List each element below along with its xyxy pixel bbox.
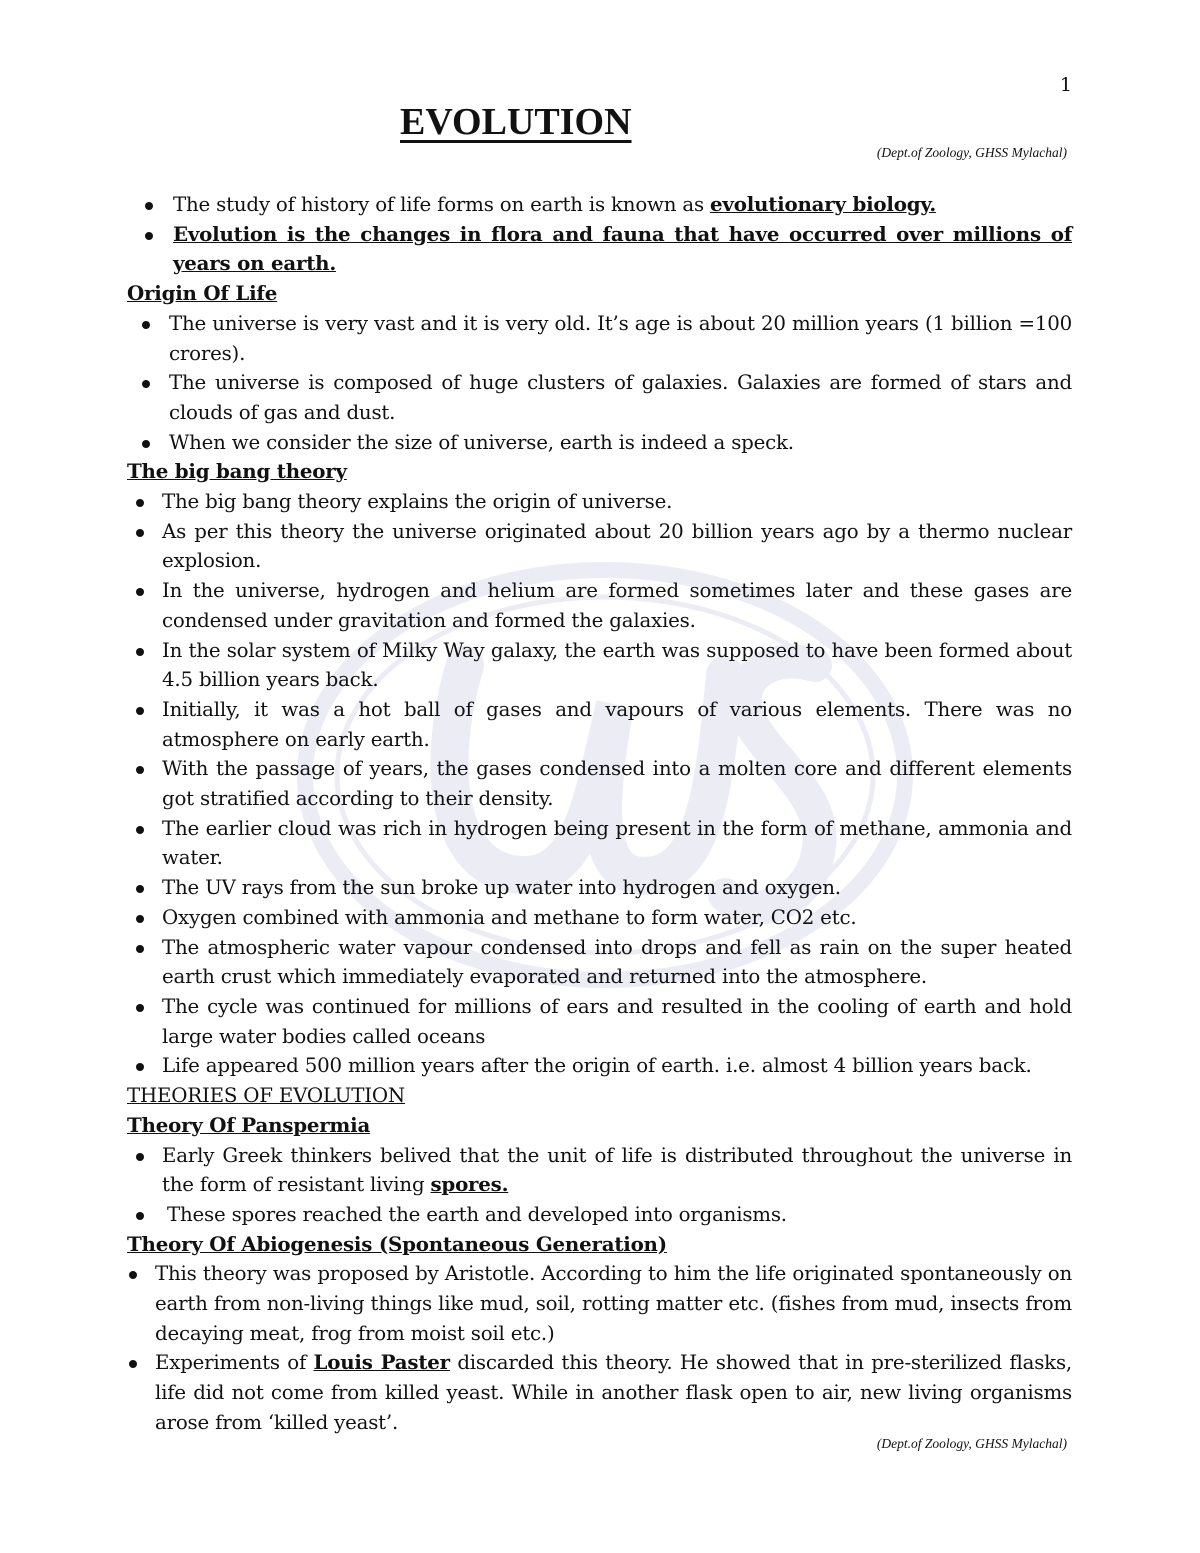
section-heading-abiogenesis: Theory Of Abiogenesis (Spontaneous Generation) bbox=[127, 1231, 667, 1256]
section-heading-big-bang: The big bang theory bbox=[127, 459, 347, 484]
list-item: Evolution is the changes in flora and fauna that have occurred over millions of years on earth. bbox=[127, 220, 1072, 279]
term-spores: spores. bbox=[430, 1172, 509, 1197]
origin-of-life-list bbox=[127, 309, 1072, 458]
list-item: The atmospheric water vapour condensed into drops and fell as rain on the super heated earth crust which immediately evaporated and returned into the atmosphere. bbox=[127, 933, 1072, 992]
list-item: The cycle was continued for millions of ears and resulted in the cooling of earth and hold large water bodies called oceans bbox=[127, 992, 1072, 1051]
section-heading-theories: THEORIES OF EVOLUTION bbox=[127, 1084, 405, 1108]
list-item bbox=[127, 190, 1072, 220]
intro-list bbox=[127, 190, 1072, 279]
section-heading-origin-of-life: Origin Of Life bbox=[127, 281, 278, 306]
panspermia-list bbox=[127, 1141, 1072, 1230]
list-item bbox=[127, 1348, 1072, 1437]
list-item: The UV rays from the sun broke up water into hydrogen and oxygen. bbox=[127, 873, 1072, 903]
section-heading-panspermia: Theory Of Panspermia bbox=[127, 1112, 371, 1137]
abiogenesis-item-text: Experiments of bbox=[155, 1351, 314, 1375]
list-item: The universe is composed of huge clusters of galaxies. Galaxies are formed of stars and clouds of gas and dust. bbox=[127, 368, 1072, 427]
list-item: Initially, it was a hot ball of gases and vapours of various elements. There was no atmosphere on early earth. bbox=[127, 695, 1072, 754]
name-louis-paster: Louis Paster bbox=[313, 1350, 450, 1375]
term-evolutionary-biology: evolutionary biology. bbox=[710, 192, 937, 216]
list-item: The big bang theory explains the origin of universe. bbox=[127, 487, 1072, 517]
page-number: 1 bbox=[1059, 74, 1072, 96]
list-item: When we consider the size of universe, earth is indeed a speck. bbox=[127, 428, 1072, 458]
list-item: In the universe, hydrogen and helium are formed sometimes later and these gases are condensed under gravitation and formed the galaxies. bbox=[127, 576, 1072, 635]
panspermia-item-text: These spores reached the earth and developed into organisms. bbox=[167, 1202, 787, 1226]
intro-item-text: The study of history of life forms on earth is known as bbox=[173, 193, 711, 216]
list-item: This theory was proposed by Aristotle. According to him the life originated spontaneously on earth from non-living things like mud, soil, rotting matter etc. (fishes from mud, insects from decaying meat, frog from moist soil etc.) bbox=[127, 1259, 1072, 1348]
page-title bbox=[400, 100, 632, 144]
title-text: EVOLUTION bbox=[400, 101, 632, 143]
abiogenesis-list bbox=[127, 1259, 1072, 1437]
big-bang-list bbox=[127, 487, 1072, 1081]
list-item: The universe is very vast and it is very old. It’s age is about 20 million years (1 billion =100 crores). bbox=[127, 309, 1072, 368]
document-body bbox=[127, 190, 1072, 1438]
dept-label-bottom: (Dept.of Zoology, GHSS Mylachal) bbox=[876, 1436, 1067, 1451]
abiogenesis-item-text: discarded this theory. He showed that in pre-sterilized flasks, life did not come from killed yeast. While in another flask open to air, new living organisms arose from ‘killed yeast’. bbox=[155, 1351, 1072, 1434]
list-item: The earlier cloud was rich in hydrogen being present in the form of methane, ammonia and water. bbox=[127, 814, 1072, 873]
list-item: Life appeared 500 million years after the origin of earth. i.e. almost 4 billion years back. bbox=[127, 1051, 1072, 1081]
list-item bbox=[127, 1200, 1072, 1230]
dept-label-top: (Dept.of Zoology, GHSS Mylachal) bbox=[876, 145, 1067, 160]
list-item: With the passage of years, the gases condensed into a molten core and different elements got stratified according to their density. bbox=[127, 754, 1072, 813]
list-item: As per this theory the universe originated about 20 billion years ago by a thermo nuclear explosion. bbox=[127, 517, 1072, 576]
list-item: Oxygen combined with ammonia and methane to form water, CO2 etc. bbox=[127, 903, 1072, 933]
list-item: In the solar system of Milky Way galaxy, the earth was supposed to have been formed about 4.5 billion years back. bbox=[127, 636, 1072, 695]
panspermia-item-text: Early Greek thinkers belived that the unit of life is distributed throughout the universe in the form of resistant living bbox=[162, 1143, 1072, 1197]
list-item bbox=[127, 1141, 1072, 1200]
